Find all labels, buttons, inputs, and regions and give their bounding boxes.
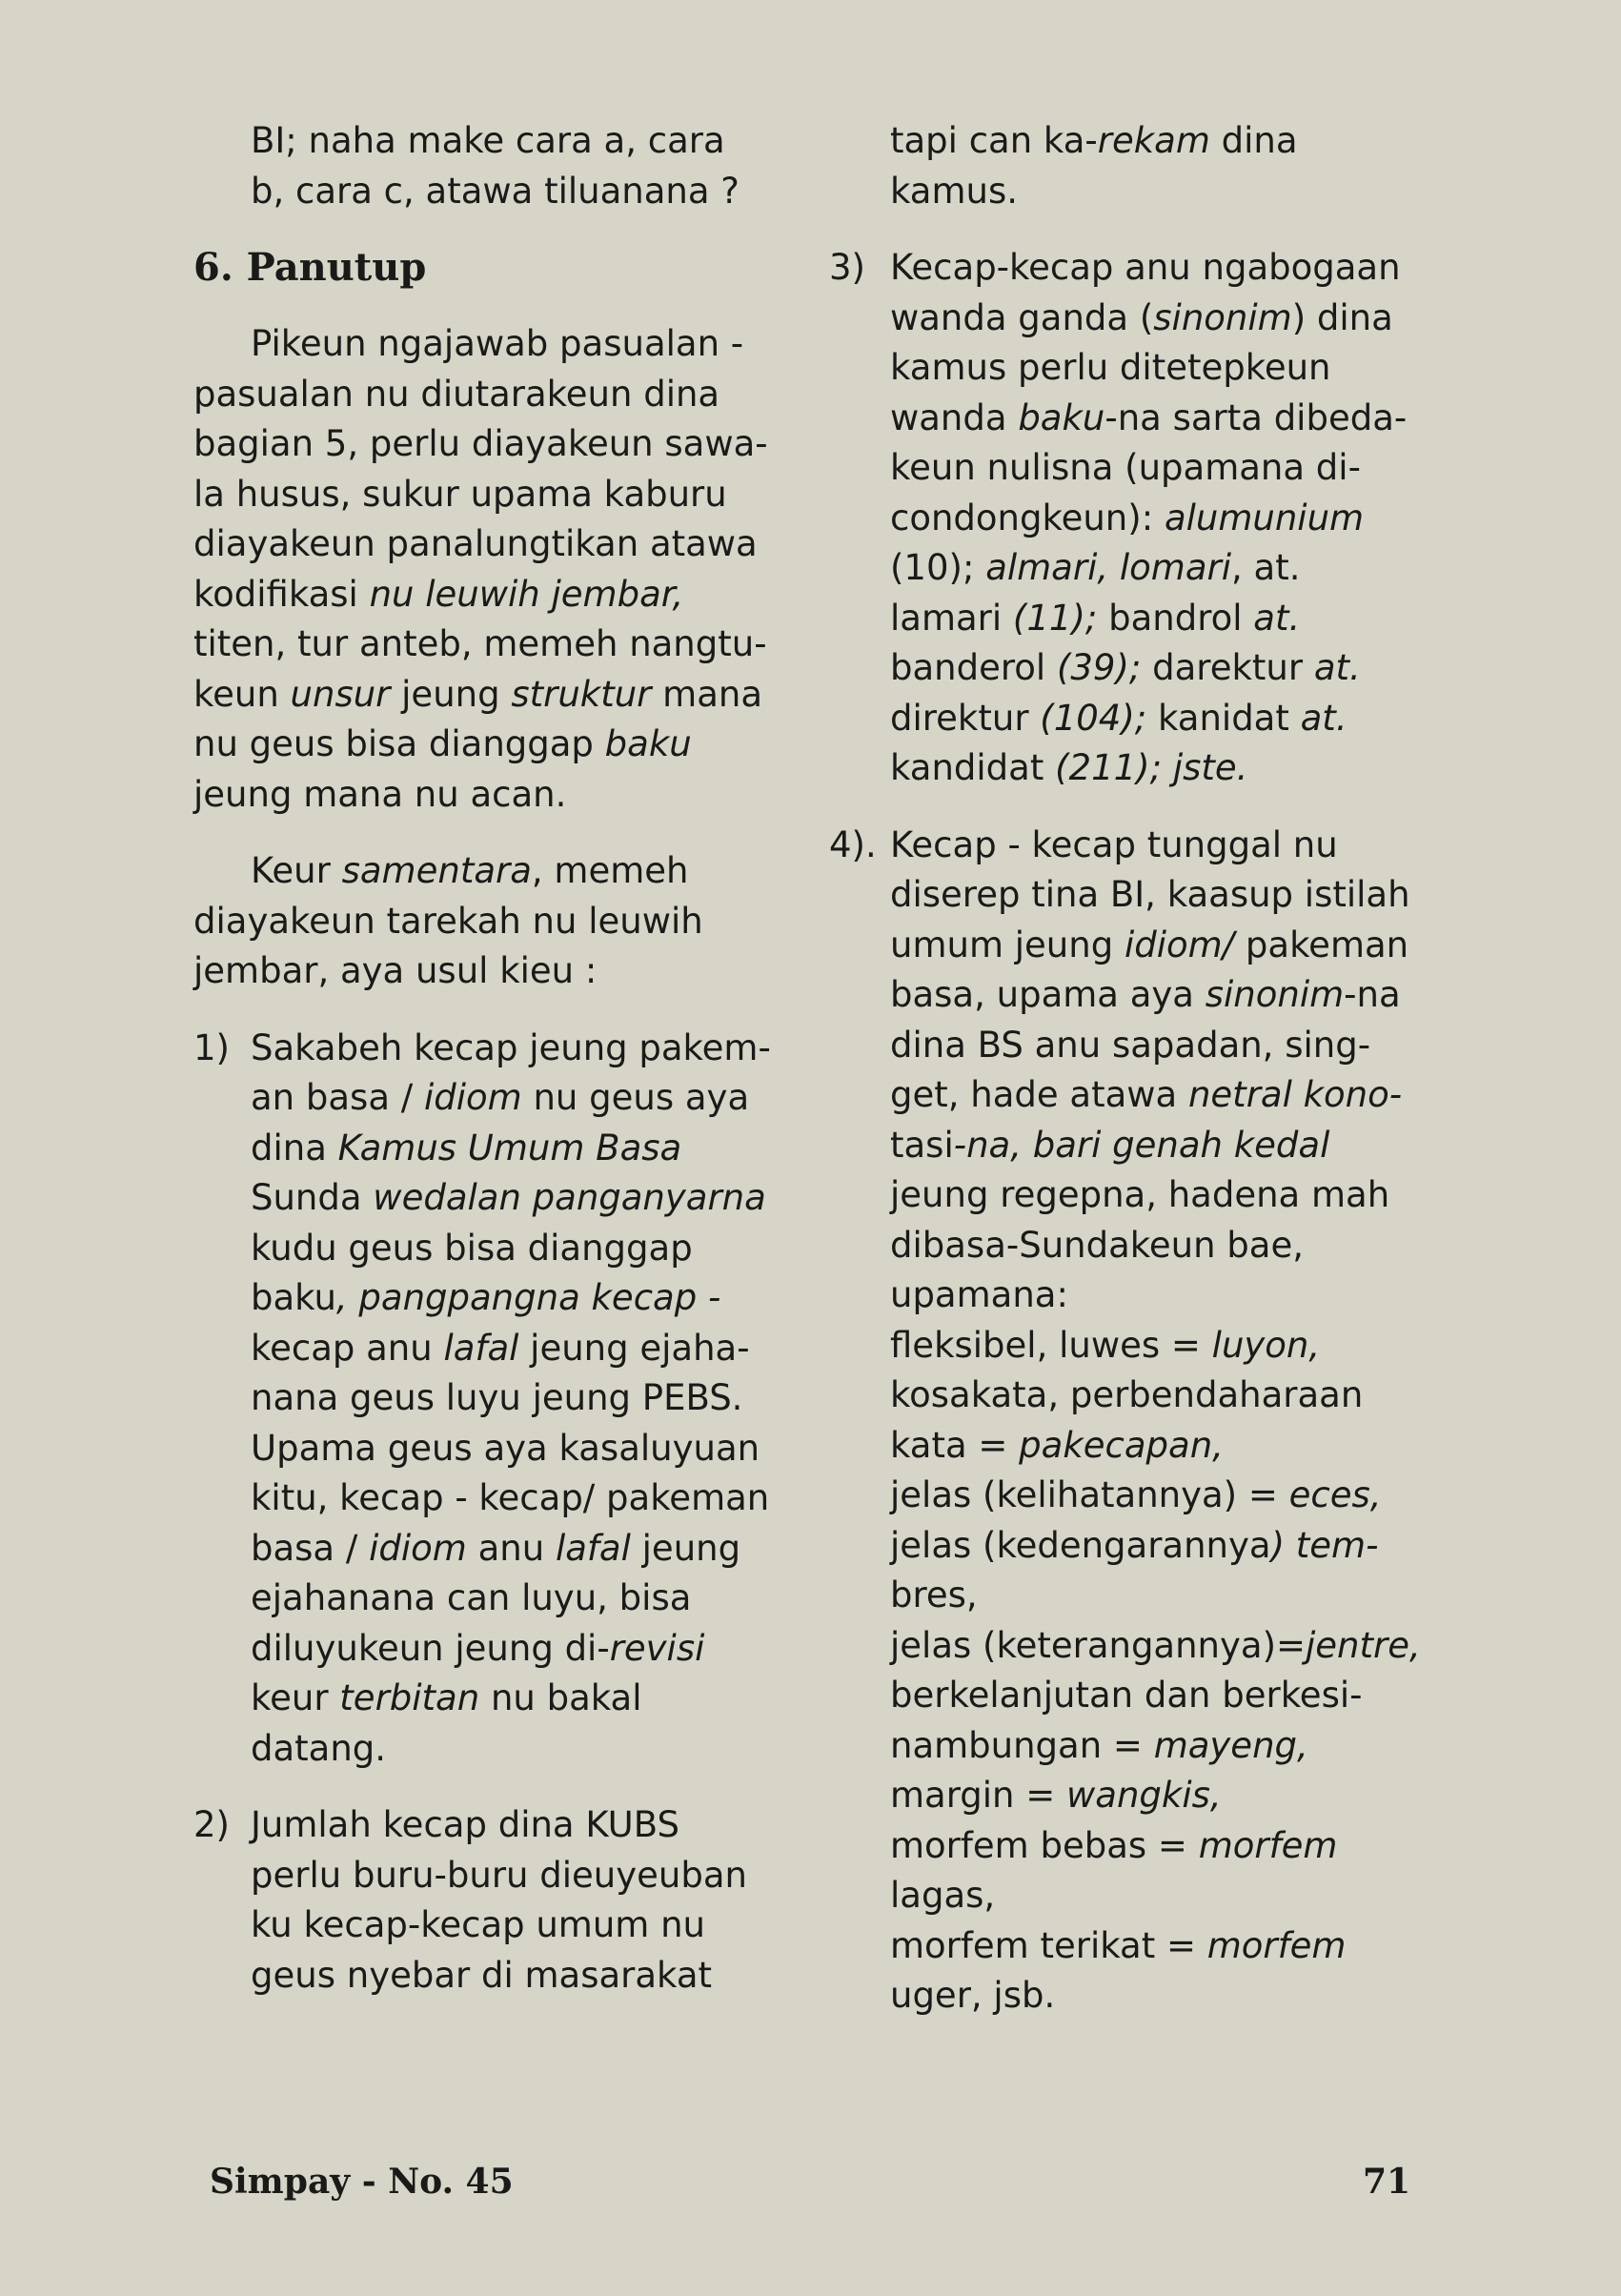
text-line: kitu, kecap - kecap/ pakeman	[251, 1477, 770, 1518]
list-number-1: 1)	[193, 1026, 230, 1068]
text-line: kamus perlu ditetepkeun	[890, 347, 1331, 388]
text-line: diayakeun tarekah nu leuwih	[193, 900, 703, 942]
text-line: umum jeung idiom/ pakeman	[890, 924, 1409, 965]
text-line: kodifikasi nu leuwih jembar,	[193, 573, 684, 615]
text-line: titen, tur anteb, memeh nangtu-	[193, 623, 767, 664]
text-line: kata = pakecapan,	[890, 1424, 1224, 1466]
paragraph-1	[193, 319, 775, 820]
text-line: Sunda wedalan panganyarna	[251, 1177, 766, 1218]
list-item-2	[193, 1800, 775, 2001]
text-line: baku, pangpangna kecap -	[251, 1277, 721, 1318]
intro-continuation	[193, 116, 775, 216]
text-line: jembar, aya usul kieu :	[193, 950, 598, 991]
list-item-3	[829, 243, 1420, 794]
text-line: wanda ganda (sinonim) dina	[890, 296, 1393, 338]
text-line: morfem terikat = morfem	[890, 1924, 1347, 1966]
list-item-1-text	[251, 1024, 775, 1775]
text-line: kandidat (211); jste.	[890, 747, 1248, 788]
text-line: margin = wangkis,	[890, 1775, 1222, 1816]
list-number-2: 2)	[193, 1804, 230, 1845]
list-item-2-continuation	[829, 116, 1420, 216]
text-line: direktur (104); kanidat at.	[890, 697, 1347, 739]
text-line: get, hade atawa netral kono-	[890, 1074, 1403, 1115]
text-line: kudu geus bisa dianggap	[251, 1227, 693, 1269]
text-line: Upama geus aya kasaluyuan	[251, 1427, 760, 1469]
footer-publication: Simpay - No. 45	[210, 2162, 514, 2202]
text-line: Keur samentara, memeh	[251, 850, 689, 891]
text-line: fleksibel, luwes = luyon,	[890, 1324, 1321, 1366]
text-line: diayakeun panalungtikan atawa	[193, 523, 758, 564]
text-line: lagas,	[890, 1875, 996, 1916]
text-line: keun unsur jeung struktur mana	[193, 673, 762, 715]
text-line: nu geus bisa dianggap baku	[193, 723, 692, 764]
continuation-text	[890, 116, 1420, 216]
section-heading: 6. Panutup	[193, 245, 427, 290]
text-line: ejahanana can luyu, bisa	[251, 1577, 692, 1618]
text-line: Kecap - kecap tunggal nu	[890, 823, 1338, 865]
page-number: 71	[1363, 2162, 1411, 2202]
text-line: kecap anu lafal jeung ejaha-	[251, 1327, 750, 1369]
text-line: dibasa-Sundakeun bae,	[890, 1224, 1304, 1266]
list-item-1	[193, 1024, 775, 1775]
text-line: kosakata, perbendaharaan	[890, 1374, 1364, 1415]
text-line: b, cara c, atawa tiluanana ?	[251, 170, 740, 212]
text-line: Jumlah kecap dina KUBS	[251, 1804, 679, 1845]
text-line: BI; naha make cara a, cara	[251, 120, 725, 161]
text-line: Kecap-kecap anu ngabogaan	[890, 247, 1401, 288]
text-line: jelas (kedengarannya) tem-	[890, 1524, 1379, 1566]
text-line: uger, jsb.	[890, 1975, 1056, 2016]
text-line: diluyukeun jeung di-revisi	[251, 1627, 705, 1669]
text-line: jelas (kelihatannya) = eces,	[890, 1474, 1382, 1515]
text-line: jeung mana nu acan.	[193, 773, 567, 815]
right-column	[829, 116, 1420, 2022]
text-line: tasi-na, bari genah kedal	[890, 1124, 1330, 1166]
text-line: dina Kamus Umum Basa	[251, 1127, 682, 1168]
text-line: bagian 5, perlu diayakeun sawa-	[193, 423, 768, 464]
text-line: diserep tina BI, kaasup istilah	[890, 874, 1410, 915]
text-line: datang.	[251, 1727, 387, 1769]
text-line: basa / idiom anu lafal jeung	[251, 1527, 741, 1569]
text-line: lamari (11); bandrol at.	[890, 597, 1301, 639]
paragraph-2	[193, 846, 775, 997]
list-number-4: 4).	[829, 823, 877, 865]
text-line: dina BS anu sapadan, sing-	[890, 1024, 1371, 1066]
text-line: keun nulisna (upamana di-	[890, 447, 1361, 488]
text-line: ku kecap-kecap umum nu	[251, 1904, 706, 1945]
text-line: perlu buru-buru dieuyeuban	[251, 1854, 747, 1896]
text-line: wanda baku-na sarta dibeda-	[890, 396, 1408, 438]
text-line: geus nyebar di masarakat	[251, 1954, 713, 1996]
text-line: jelas (keterangannya)=jentre,	[890, 1624, 1421, 1666]
text-line: basa, upama aya sinonim-na	[890, 974, 1401, 1015]
text-line: Sakabeh kecap jeung pakem-	[251, 1026, 771, 1068]
list-item-4	[829, 821, 1420, 2022]
text-line: keur terbitan nu bakal	[251, 1677, 642, 1718]
text-line: la husus, sukur upama kaburu	[193, 473, 727, 515]
text-line: bres,	[890, 1575, 978, 1615]
text-line: jeung regepna, hadena mah	[890, 1174, 1390, 1215]
list-item-2-text	[251, 1800, 775, 2001]
text-line: berkelanjutan dan berkesi-	[890, 1675, 1363, 1716]
list-item-3-text	[890, 243, 1420, 794]
text-line: banderol (39); darektur at.	[890, 647, 1361, 688]
text-line: (10); almari, lomari, at.	[890, 547, 1301, 588]
text-line: nambungan = mayeng,	[890, 1724, 1308, 1766]
list-number-3: 3)	[829, 247, 865, 288]
text-line: morfem bebas = morfem	[890, 1824, 1338, 1866]
text-line: condongkeun): alumunium	[890, 497, 1365, 538]
text-line: nana geus luyu jeung PEBS.	[251, 1377, 743, 1418]
list-item-4-text	[890, 821, 1420, 2022]
text-line: kamus.	[890, 170, 1018, 212]
text-line: tapi can ka-rekam dina	[890, 120, 1298, 161]
text-line: upamana:	[890, 1274, 1068, 1315]
text-line: Pikeun ngajawab pasualan -	[251, 323, 744, 364]
left-column	[193, 116, 775, 2001]
text-line: pasualan nu diutarakeun dina	[193, 373, 720, 415]
text-line: an basa / idiom nu geus aya	[251, 1077, 750, 1118]
